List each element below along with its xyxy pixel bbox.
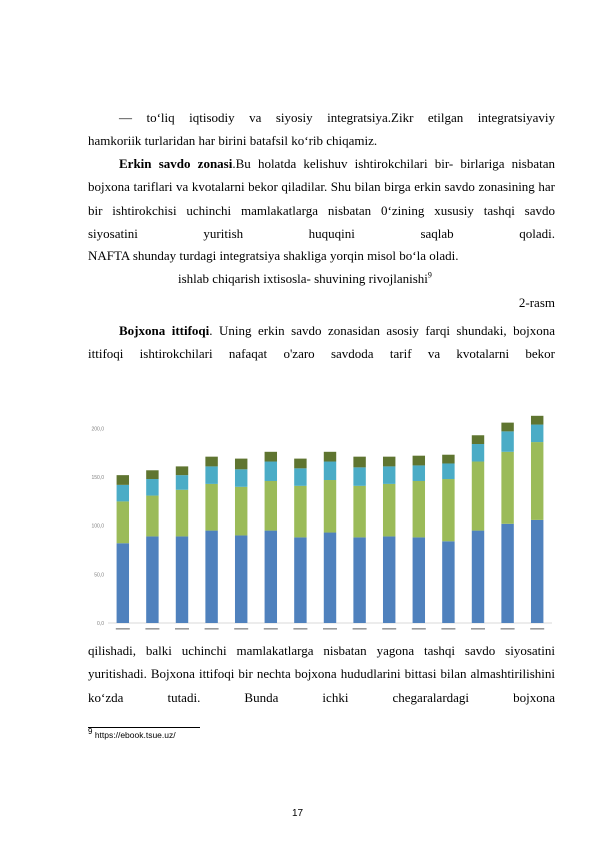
figure-caption [178,271,432,287]
footnote-link[interactable]: https://ebook.tsue.uz/ [92,730,176,740]
bar-segment-series-2 [442,479,454,541]
y-tick-label: 0,0 [97,621,104,627]
bar-segment-series-2 [265,481,277,531]
paragraph-1-line-1: — to‘liq iqtisodiy va siyosiy integratsiya.Zikr etilgan integratsiyaviy [119,110,555,125]
paragraph-4-body: qilishadi, balki uchinchi mamlakatlarga nisbatan yagona tashqi savdo siyosatini yuritishadi. Bojxona ittifoqi bir nechta bojxona hududlarini bittasi bilan almashtirilishini ko‘zda tutadi. Bunda ichki chegaralardagi bojxona [88,643,555,705]
x-tick-label [353,628,367,630]
x-tick-label [293,628,307,630]
bar-segment-series-1 [235,535,247,623]
bar-segment-series-2 [294,486,306,538]
y-tick-label: 200,0 [91,426,104,433]
paragraph-2-last-line: NAFTA shunday turdagi integratsiya shakliga yorqin misol bo‘la oladi. [88,248,459,263]
y-tick-label: 100,0 [91,523,104,530]
x-tick-label [471,628,485,630]
bar-segment-series-3 [442,463,454,479]
bar-segment-series-2 [413,481,425,537]
bar-segment-series-3 [324,462,336,480]
bar-segment-series-1 [413,537,425,623]
bar-segment-series-2 [117,501,129,543]
footnote-mark: 9 [88,727,93,737]
bar-segment-series-1 [176,536,188,623]
bar-segment-series-4 [235,459,247,470]
bar-segment-series-2 [205,484,217,531]
x-tick-label [323,628,337,630]
x-tick-label [116,628,130,630]
bar-segment-series-1 [117,543,129,623]
paragraph-3-body: . Uning erkin savdo zonasidan asosiy farqi shundaki, bojxona ittifoqi ishtirokchilari nafaqat o'zaro savdoda tarif va kvotalarni bekor [88,323,555,362]
x-tick-label [382,628,396,630]
bar-segment-series-4 [265,452,277,462]
x-tick-label [441,628,455,630]
page-number: 17 [291,808,304,819]
paragraph-4 [88,639,555,709]
bar-segment-series-4 [205,457,217,467]
bar-segment-series-1 [472,531,484,623]
bar-segment-series-3 [353,467,365,485]
x-tick-label [501,628,515,630]
bar-segment-series-1 [146,536,158,623]
x-tick-label [145,628,159,630]
bar-segment-series-1 [442,541,454,623]
paragraph-1 [88,106,555,129]
bar-segment-series-4 [531,416,543,425]
bar-segment-series-3 [117,485,129,502]
paragraph-2 [88,152,555,246]
x-tick-label [264,628,278,630]
bar-segment-series-4 [117,475,129,485]
bar-segment-series-2 [146,496,158,537]
bar-segment-series-4 [146,470,158,479]
bar-segment-series-3 [146,479,158,496]
paragraph-3 [88,319,555,366]
bar-segment-series-4 [501,423,513,432]
bar-segment-series-4 [324,452,336,462]
bar-segment-series-2 [383,484,395,537]
bar-segment-series-4 [176,466,188,475]
bar-segment-series-4 [413,456,425,466]
bar-segment-series-1 [324,533,336,623]
bar-segment-series-4 [472,435,484,444]
stacked-bar-chart [80,405,558,637]
term-bojxona-ittifoqi: Bojxona ittifoqi [119,323,210,338]
bar-segment-series-3 [265,462,277,481]
bar-segment-series-2 [472,462,484,531]
bar-segment-series-3 [294,468,306,486]
bar-segment-series-3 [383,466,395,484]
figure-caption-text: ishlab chiqarish ixtisosla- shuvining rivojlanishi [178,271,428,286]
bar-segment-series-2 [176,490,188,537]
bar-segment-series-2 [235,487,247,536]
bar-segment-series-4 [442,455,454,464]
bar-segment-series-3 [531,425,543,443]
bar-segment-series-2 [324,480,336,533]
x-tick-label [175,628,189,630]
bar-segment-series-2 [531,442,543,520]
paragraph-2-body: .Bu holatda kelishuv ishtirokchilari bir- birlariga nisbatan bojxona tariflari va kvotalarni bekor qiladilar. Shu bilan birga erkin savdo zonasining har bir ishtirokchisi uchinchi mamlakatlarga nisbatan 0‘zining xususiy tashqi savdo siyosatini yuritish huquqini saqlab qoladi. [88,156,555,242]
footnote-reference: 9 [427,270,432,280]
y-tick-label: 150,0 [91,475,104,482]
bar-segment-series-3 [235,469,247,487]
term-erkin-savdo-zonasi: Erkin savdo zonasi [119,156,233,171]
paragraph-1-line-2: hamkoriik turlaridan har birini batafsil ko‘rib chiqamiz. [88,133,378,148]
bar-segment-series-3 [472,444,484,462]
bar-segment-series-1 [294,537,306,623]
bar-segment-series-3 [205,466,217,484]
bar-segment-series-3 [176,475,188,490]
x-tick-label [530,628,544,630]
bar-segment-series-1 [383,536,395,623]
x-tick-label [234,628,248,630]
footnote [88,727,176,740]
bar-segment-series-3 [501,431,513,451]
bar-segment-series-1 [531,520,543,623]
bar-segment-series-2 [501,452,513,524]
x-tick-label [205,628,219,630]
bar-segment-series-1 [501,524,513,623]
bar-segment-series-1 [265,531,277,623]
footnote-divider [88,727,200,728]
y-tick-label: 50,0 [94,572,104,579]
x-tick-label [412,628,426,630]
bar-segment-series-4 [383,457,395,467]
bar-segment-series-2 [353,486,365,538]
bar-segment-series-4 [353,457,365,468]
figure-label: 2-rasm [518,295,555,310]
bar-segment-series-1 [353,537,365,623]
bar-segment-series-3 [413,465,425,481]
bar-segment-series-4 [294,459,306,469]
bar-segment-series-1 [205,531,217,623]
